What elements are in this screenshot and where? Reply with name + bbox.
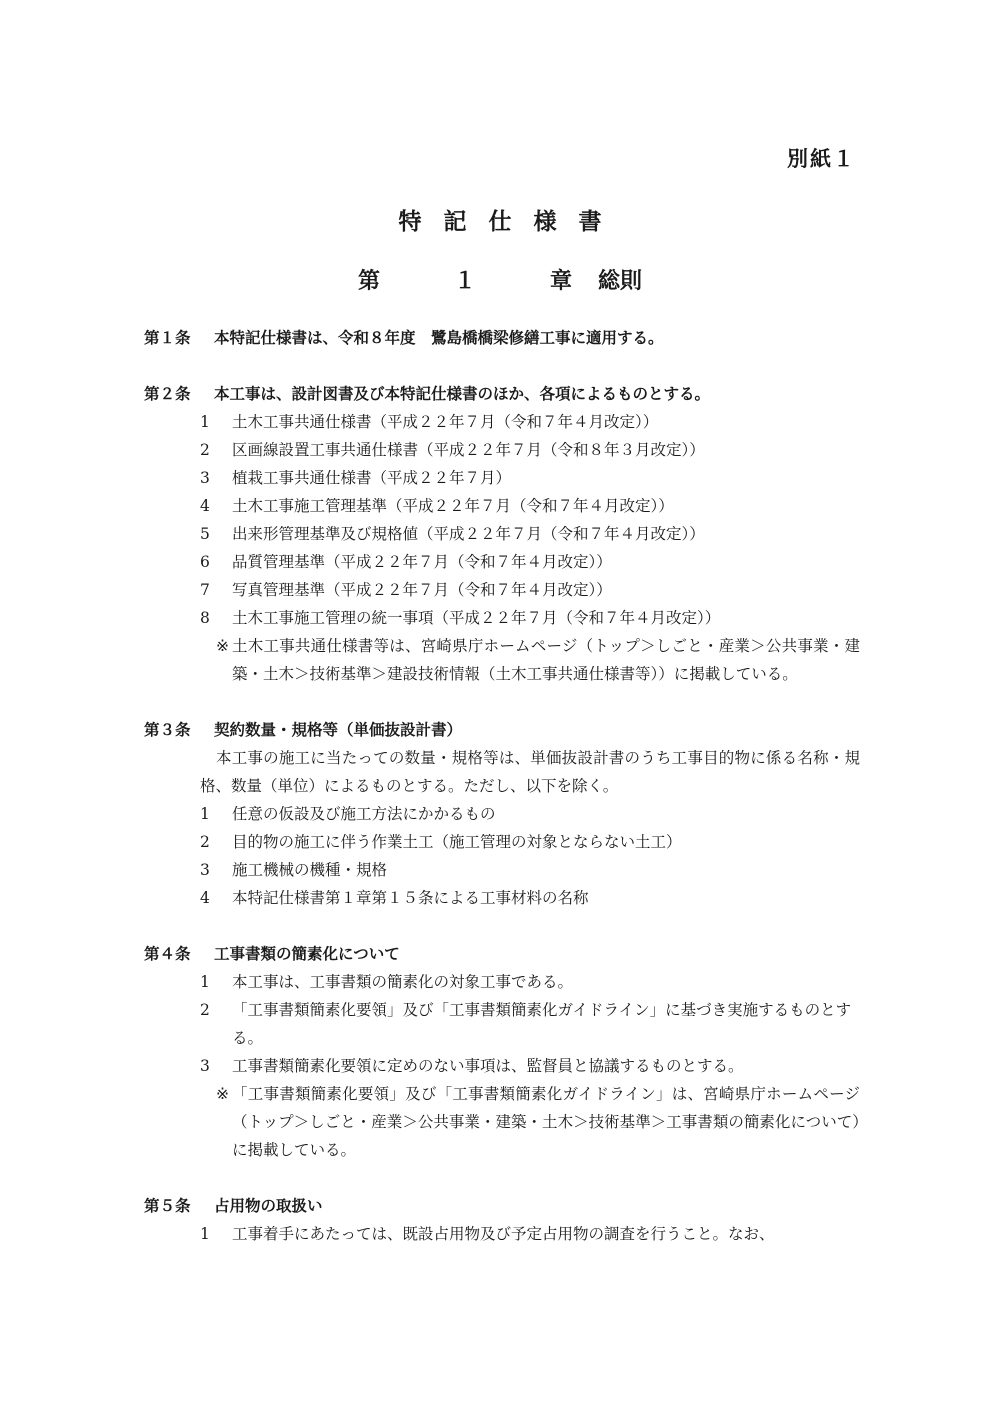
item-text: 土木工事共通仕様書（平成２２年７月（令和７年４月改定）） bbox=[232, 413, 659, 431]
item-text: 目的物の施工に伴う作業土工（施工管理の対象とならない土工） bbox=[232, 833, 682, 851]
article-text: 工事書類の簡素化について bbox=[214, 945, 400, 963]
item-text: 本特記仕様書第１章第１５条による工事材料の名称 bbox=[232, 889, 589, 907]
item-number: 8 bbox=[200, 609, 210, 627]
list-item bbox=[144, 828, 860, 856]
list-item bbox=[144, 408, 860, 436]
annex-label: 別紙１ bbox=[787, 147, 856, 171]
article-4-heading bbox=[144, 940, 860, 968]
article-number: 第１条 bbox=[144, 329, 191, 347]
document-title: 特記仕様書 bbox=[398, 209, 624, 235]
item-number: 1 bbox=[200, 973, 210, 991]
item-text: 施工機械の機種・規格 bbox=[232, 861, 388, 879]
list-item bbox=[144, 464, 860, 492]
item-number: 2 bbox=[200, 441, 210, 459]
item-text: 品質管理基準（平成２２年７月（令和７年４月改定）） bbox=[232, 553, 612, 571]
item-text: 土木工事施工管理基準（平成２２年７月（令和７年４月改定）） bbox=[232, 497, 674, 515]
note-mark: ※ bbox=[216, 1085, 229, 1103]
article-number: 第３条 bbox=[144, 721, 191, 739]
item-text: 「工事書類簡素化要領」及び「工事書類簡素化ガイドライン」に基づき実施するものとする。 bbox=[232, 1001, 852, 1047]
article-1-heading bbox=[144, 324, 860, 352]
list-item bbox=[144, 520, 860, 548]
list-item bbox=[144, 968, 860, 996]
note-text: 「工事書類簡素化要領」及び「工事書類簡素化ガイドライン」は、宮崎県庁ホームページ（トップ＞しごと・産業＞公共事業・建築・土木＞技術基準＞工事書類の簡素化について）に掲載している。 bbox=[232, 1085, 860, 1159]
chapter-number: 第 １ 章 bbox=[357, 269, 598, 294]
item-number: 1 bbox=[200, 413, 210, 431]
article-text: 占用物の取扱い bbox=[214, 1197, 323, 1215]
item-number: 3 bbox=[200, 469, 210, 487]
list-item bbox=[144, 884, 860, 912]
item-text: 工事書類簡素化要領に定めのない事項は、監督員と協議するものとする。 bbox=[232, 1057, 744, 1075]
list-item bbox=[144, 996, 860, 1052]
list-item bbox=[144, 1220, 860, 1248]
item-number: 4 bbox=[200, 889, 210, 907]
list-item bbox=[144, 1052, 860, 1080]
item-number: 3 bbox=[200, 861, 210, 879]
article-number: 第４条 bbox=[144, 945, 191, 963]
article-text: 本特記仕様書は、令和８年度 鷺島橋橋梁修繕工事に適用する。 bbox=[214, 329, 664, 347]
article-3-heading bbox=[144, 716, 860, 744]
item-number: 5 bbox=[200, 525, 210, 543]
article-paragraph: 本工事の施工に当たっての数量・規格等は、単価抜設計書のうち工事目的物に係る名称・規格、数量（単位）によるものとする。ただし、以下を除く。 bbox=[200, 749, 860, 795]
document-body bbox=[144, 324, 860, 1248]
item-number: 2 bbox=[200, 1001, 210, 1019]
item-number: 2 bbox=[200, 833, 210, 851]
item-text: 土木工事施工管理の統一事項（平成２２年７月（令和７年４月改定）） bbox=[232, 609, 721, 627]
item-text: 出来形管理基準及び規格値（平成２２年７月（令和７年４月改定）） bbox=[232, 525, 705, 543]
item-text: 任意の仮設及び施工方法にかかるもの bbox=[232, 805, 496, 823]
item-text: 工事着手にあたっては、既設占用物及び予定占用物の調査を行うこと。なお、 bbox=[232, 1225, 775, 1243]
list-item bbox=[144, 800, 860, 828]
item-text: 植栽工事共通仕様書（平成２２年７月） bbox=[232, 469, 512, 487]
article-5-heading bbox=[144, 1192, 860, 1220]
list-item bbox=[144, 576, 860, 604]
item-text: 写真管理基準（平成２２年７月（令和７年４月改定）） bbox=[232, 581, 612, 599]
item-number: 7 bbox=[200, 581, 210, 599]
item-text: 区画線設置工事共通仕様書（平成２２年７月（令和８年３月改定）） bbox=[232, 441, 705, 459]
article-text: 契約数量・規格等（単価抜設計書） bbox=[214, 721, 463, 739]
article-number: 第５条 bbox=[144, 1197, 191, 1215]
note-mark: ※ bbox=[216, 637, 229, 655]
list-item bbox=[144, 548, 860, 576]
list-item bbox=[144, 856, 860, 884]
chapter-heading bbox=[0, 264, 1000, 295]
item-number: 1 bbox=[200, 1225, 210, 1243]
item-text: 本工事は、工事書類の簡素化の対象工事である。 bbox=[232, 973, 574, 991]
note-text: 土木工事共通仕様書等は、宮崎県庁ホームページ（トップ＞しごと・産業＞公共事業・建築・土木＞技術基準＞建設技術情報（土木工事共通仕様書等））に掲載している。 bbox=[232, 637, 860, 683]
list-item bbox=[144, 492, 860, 520]
item-number: 3 bbox=[200, 1057, 210, 1075]
article-text: 本工事は、設計図書及び本特記仕様書のほか、各項によるものとする。 bbox=[214, 385, 711, 403]
item-number: 6 bbox=[200, 553, 210, 571]
reference-note bbox=[144, 1080, 860, 1164]
item-number: 4 bbox=[200, 497, 210, 515]
item-number: 1 bbox=[200, 805, 210, 823]
article-2-heading bbox=[144, 380, 860, 408]
list-item bbox=[144, 604, 860, 632]
reference-note bbox=[144, 632, 860, 688]
chapter-name: 総則 bbox=[598, 269, 643, 294]
article-number: 第２条 bbox=[144, 385, 191, 403]
list-item bbox=[144, 436, 860, 464]
